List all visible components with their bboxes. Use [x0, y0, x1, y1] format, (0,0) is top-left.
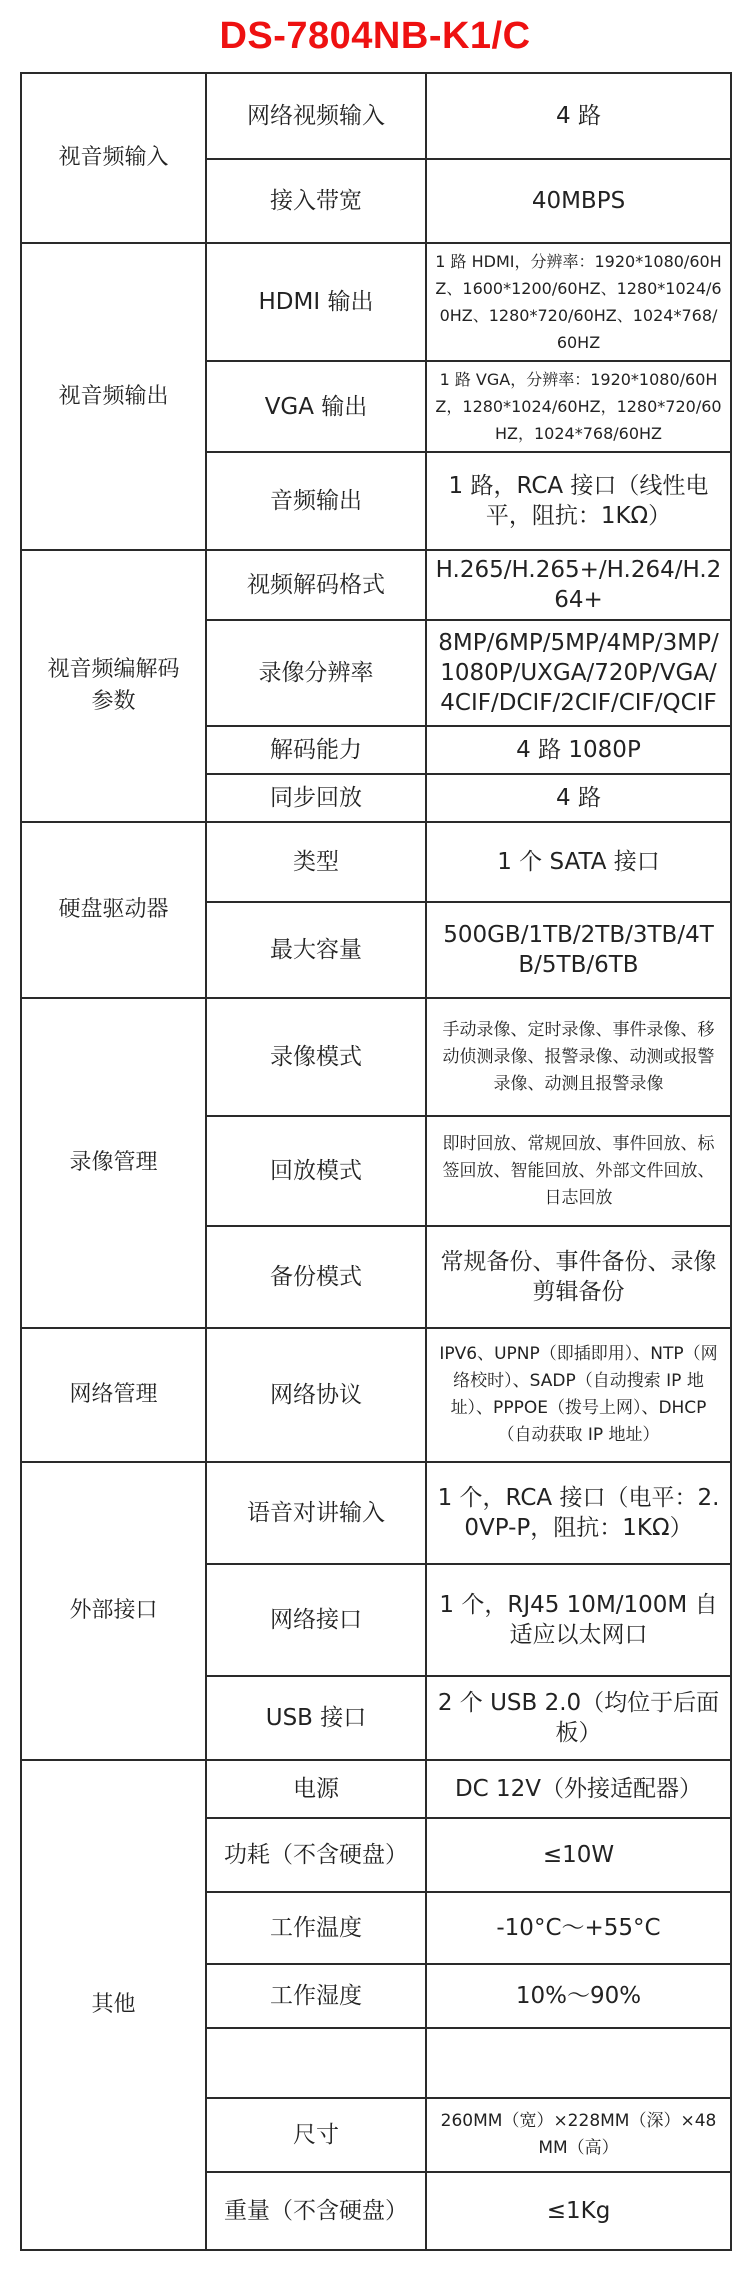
spec-value: 即时回放、常规回放、事件回放、标签回放、智能回放、外部文件回放、日志回放 — [426, 1116, 731, 1226]
spec-item: 语音对讲输入 — [206, 1462, 426, 1564]
spec-value: DC 12V（外接适配器） — [426, 1760, 731, 1818]
spec-item: 网络接口 — [206, 1564, 426, 1676]
spec-value: -10°C～+55°C — [426, 1892, 731, 1964]
spec-item: 备份模式 — [206, 1226, 426, 1328]
spec-item: 重量（不含硬盘） — [206, 2172, 426, 2250]
category-cell: 网络管理 — [21, 1328, 206, 1462]
spec-item: VGA 输出 — [206, 361, 426, 452]
spec-value: 1 个 SATA 接口 — [426, 822, 731, 902]
spec-item: 电源 — [206, 1760, 426, 1818]
spec-item-empty — [206, 2028, 426, 2098]
category-cell: 录像管理 — [21, 998, 206, 1328]
spec-item: 录像分辨率 — [206, 620, 426, 726]
spec-item: 工作温度 — [206, 1892, 426, 1964]
spec-value: 2 个 USB 2.0（均位于后面板） — [426, 1676, 731, 1760]
spec-item: 网络视频输入 — [206, 73, 426, 159]
spec-value: 4 路 1080P — [426, 726, 731, 774]
spec-item: 功耗（不含硬盘） — [206, 1818, 426, 1892]
spec-item: 尺寸 — [206, 2098, 426, 2172]
spec-item: HDMI 输出 — [206, 243, 426, 361]
spec-item: USB 接口 — [206, 1676, 426, 1760]
spec-value-empty — [426, 2028, 731, 2098]
category-cell: 视音频编解码参数 — [21, 550, 206, 822]
spec-item: 录像模式 — [206, 998, 426, 1116]
spec-item: 视频解码格式 — [206, 550, 426, 620]
spec-value: 8MP/6MP/5MP/4MP/3MP/1080P/UXGA/720P/VGA/4CIF/DCIF/2CIF/CIF/QCIF — [426, 620, 731, 726]
spec-value: 常规备份、事件备份、录像剪辑备份 — [426, 1226, 731, 1328]
category-cell: 其他 — [21, 1760, 206, 2250]
spec-value: 260MM（宽）×228MM（深）×48MM（高） — [426, 2098, 731, 2172]
spec-value: ≤1Kg — [426, 2172, 731, 2250]
spec-value: 40MBPS — [426, 159, 731, 243]
spec-item: 网络协议 — [206, 1328, 426, 1462]
spec-value: IPV6、UPNP（即插即用）、NTP（网络校时）、SADP（自动搜索 IP 地址）、PPPOE（拨号上网）、DHCP（自动获取 IP 地址） — [426, 1328, 731, 1462]
spec-value: H.265/H.265+/H.264/H.264+ — [426, 550, 731, 620]
category-cell: 外部接口 — [21, 1462, 206, 1760]
spec-item: 回放模式 — [206, 1116, 426, 1226]
spec-item: 接入带宽 — [206, 159, 426, 243]
spec-item: 同步回放 — [206, 774, 426, 822]
category-cell: 视音频输入 — [21, 73, 206, 243]
spec-value: 10%～90% — [426, 1964, 731, 2028]
spec-value: 4 路 — [426, 73, 731, 159]
spec-item: 类型 — [206, 822, 426, 902]
spec-value: 1 个，RJ45 10M/100M 自适应以太网口 — [426, 1564, 731, 1676]
spec-table — [20, 72, 732, 2251]
spec-value: ≤10W — [426, 1818, 731, 1892]
spec-item: 工作湿度 — [206, 1964, 426, 2028]
spec-value: 手动录像、定时录像、事件录像、移动侦测录像、报警录像、动测或报警录像、动测且报警录像 — [426, 998, 731, 1116]
spec-value: 1 路，RCA 接口（线性电平，阻抗：1KΩ） — [426, 452, 731, 550]
category-cell: 硬盘驱动器 — [21, 822, 206, 998]
spec-value: 4 路 — [426, 774, 731, 822]
spec-value: 500GB/1TB/2TB/3TB/4TB/5TB/6TB — [426, 902, 731, 998]
page-title: DS-7804NB-K1/C — [219, 15, 531, 57]
spec-item: 解码能力 — [206, 726, 426, 774]
spec-value: 1 路 HDMI，分辨率：1920*1080/60HZ、1600*1200/60HZ、1280*1024/60HZ、1280*720/60HZ、1024*768/60HZ — [426, 243, 731, 361]
spec-item: 最大容量 — [206, 902, 426, 998]
category-cell: 视音频输出 — [21, 243, 206, 550]
spec-value: 1 个，RCA 接口（电平：2.0VP-P，阻抗：1KΩ） — [426, 1462, 731, 1564]
spec-item: 音频输出 — [206, 452, 426, 550]
spec-value: 1 路 VGA，分辨率：1920*1080/60HZ，1280*1024/60HZ，1280*720/60HZ，1024*768/60HZ — [426, 361, 731, 452]
